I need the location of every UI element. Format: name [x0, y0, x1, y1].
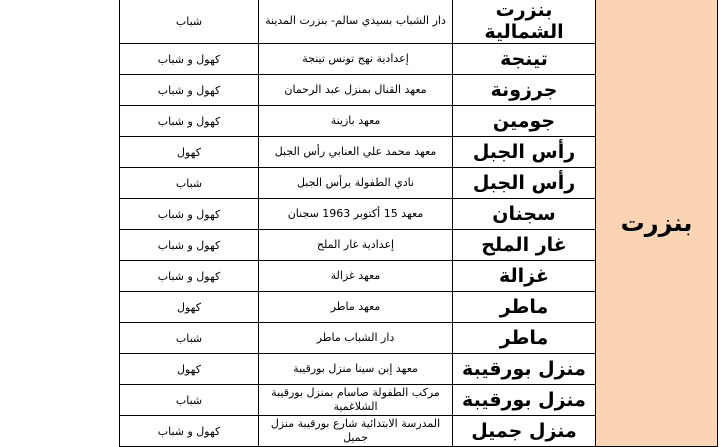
institution-cell: دار الشباب بسيدي سالم- بنزرت المدينة: [259, 0, 453, 44]
delegation-cell: بنزرت الشمالية: [453, 0, 596, 44]
delegation-cell: غار الملح: [453, 230, 596, 261]
governorate-cell: بنزرت: [596, 0, 718, 447]
category-cell: شباب: [120, 0, 259, 44]
table-row: [120, 0, 718, 44]
institution-cell: معهد ماطر: [259, 292, 453, 323]
institution-cell: معهد 15 أكتوبر 1963 سجنان: [259, 199, 453, 230]
category-cell: كهول و شباب: [120, 230, 259, 261]
institution-cell: نادي الطفولة برأس الجبل: [259, 168, 453, 199]
category-cell: شباب: [120, 323, 259, 354]
delegation-cell: ماطر: [453, 292, 596, 323]
category-cell: شباب: [120, 168, 259, 199]
category-cell: كهول و شباب: [120, 199, 259, 230]
delegation-cell: رأس الجبل: [453, 168, 596, 199]
institution-cell: معهد محمد علي العنابي رأس الجبل: [259, 137, 453, 168]
delegation-cell: منزل بورقيبة: [453, 385, 596, 416]
category-cell: كهول و شباب: [120, 44, 259, 75]
category-cell: كهول و شباب: [120, 416, 259, 447]
category-cell: كهول: [120, 292, 259, 323]
delegation-cell: ماطر: [453, 323, 596, 354]
institution-cell: المدرسة الابتدائية شارع بورقيبة منزل جميل: [259, 416, 453, 447]
delegation-cell: غزالة: [453, 261, 596, 292]
centers-table: [119, 0, 718, 447]
category-cell: شباب: [120, 385, 259, 416]
delegation-cell: جرزونة: [453, 75, 596, 106]
category-cell: كهول: [120, 137, 259, 168]
delegation-cell: منزل بورقيبة: [453, 354, 596, 385]
delegation-cell: سجنان: [453, 199, 596, 230]
delegation-cell: جومين: [453, 106, 596, 137]
institution-cell: إعدادية نهج تونس تينجة: [259, 44, 453, 75]
category-cell: كهول و شباب: [120, 75, 259, 106]
category-cell: كهول و شباب: [120, 106, 259, 137]
institution-cell: إعدادية غار الملح: [259, 230, 453, 261]
category-cell: كهول و شباب: [120, 261, 259, 292]
institution-cell: معهد القنال بمنزل عبد الرحمان: [259, 75, 453, 106]
institution-cell: معهد إبن سينا منزل بورقيبة: [259, 354, 453, 385]
delegation-cell: رأس الجبل: [453, 137, 596, 168]
institution-cell: دار الشباب ماطر: [259, 323, 453, 354]
table-body: [120, 0, 718, 447]
delegation-cell: منزل جميل: [453, 416, 596, 447]
delegation-cell: تينجة: [453, 44, 596, 75]
institution-cell: معهد غزالة: [259, 261, 453, 292]
category-cell: كهول: [120, 354, 259, 385]
institution-cell: مركب الطفولة صاسام بمنزل بورقيبة الشلاغمية: [259, 385, 453, 416]
institution-cell: معهد بازينة: [259, 106, 453, 137]
